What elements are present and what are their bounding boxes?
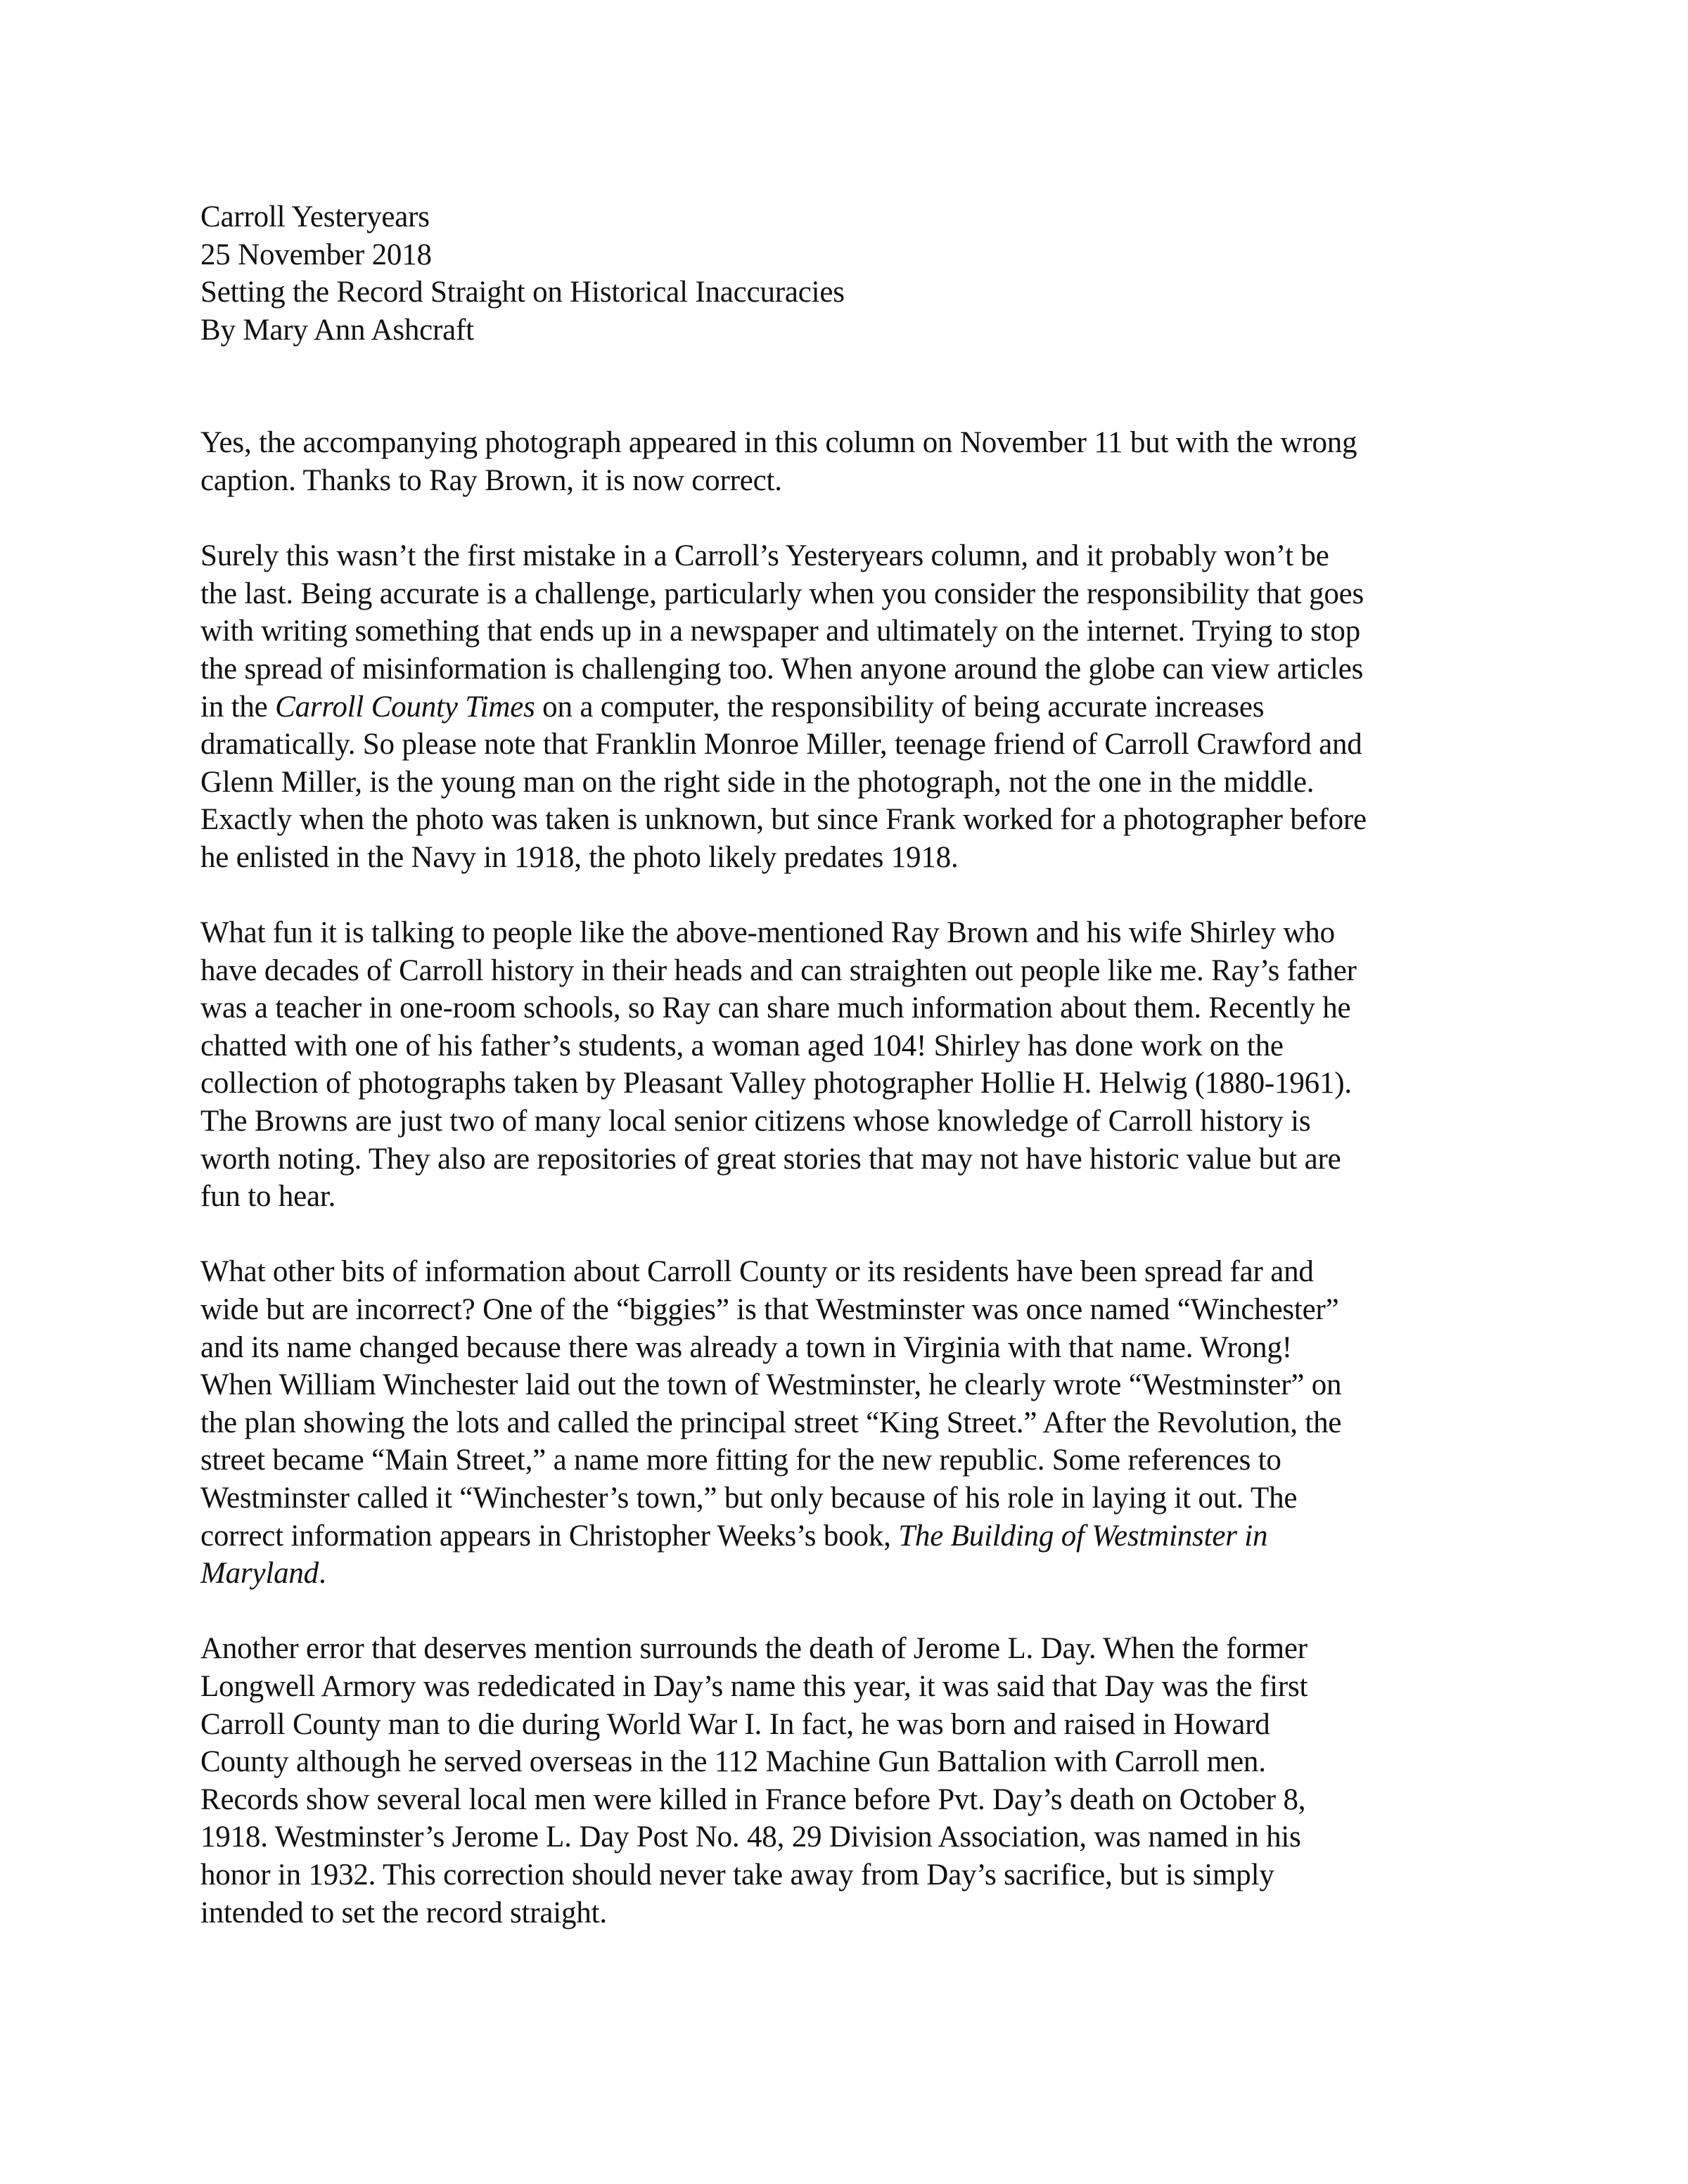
text-run: and its name changed because there was already a town in Virginia with that name. Wrong! — [200, 1330, 1292, 1364]
paragraph — [200, 914, 1523, 1216]
text-run: Carroll County man to die during World War I. In fact, he was born and raised in Howard — [200, 1707, 1270, 1741]
document-page — [200, 198, 1523, 1932]
text-line — [200, 1555, 1523, 1593]
text-line — [200, 1479, 1523, 1517]
text-run: The Browns are just two of many local senior citizens whose knowledge of Carroll history is — [200, 1105, 1311, 1138]
text-line — [200, 764, 1523, 802]
paragraph — [200, 1253, 1523, 1592]
text-run: . — [319, 1557, 326, 1591]
italic-text: Maryland — [200, 1557, 319, 1591]
text-run: What fun it is talking to people like the above-mentioned Ray Brown and his wife Shirley who — [200, 916, 1335, 950]
paragraph — [200, 424, 1523, 499]
text-line — [200, 650, 1523, 688]
column-name: Carroll Yesteryears — [200, 200, 430, 233]
article-title: Setting the Record Straight on Historical Inaccuracies — [200, 276, 845, 309]
text-run: worth noting. They also are repositories of great stories that may not have historic value but are — [200, 1142, 1341, 1176]
text-run: fun to hear. — [200, 1180, 336, 1214]
text-line — [200, 1027, 1523, 1065]
text-line — [200, 1329, 1523, 1367]
text-run: chatted with one of his father’s students, a woman aged 104! Shirley has done work on the — [200, 1029, 1284, 1062]
text-line — [200, 989, 1523, 1027]
article-body — [200, 424, 1523, 1932]
text-line — [200, 1818, 1523, 1856]
text-run: the last. Being accurate is a challenge, particularly when you consider the responsibility that goes — [200, 577, 1364, 610]
text-line — [200, 575, 1523, 613]
text-run: collection of photographs taken by Pleasant Valley photographer Hollie H. Helwig (1880-1961). — [200, 1067, 1352, 1100]
text-line — [200, 1517, 1523, 1555]
text-line — [200, 1894, 1523, 1932]
text-run: Exactly when the photo was taken is unknown, but since Frank worked for a photographer before — [200, 803, 1367, 837]
text-line — [200, 914, 1523, 952]
text-run: honor in 1932. This correction should never take away from Day’s sacrifice, but is simply — [200, 1858, 1274, 1891]
text-line — [200, 537, 1523, 575]
text-line — [200, 688, 1523, 726]
text-line — [200, 726, 1523, 764]
text-line — [200, 952, 1523, 990]
text-line — [200, 1178, 1523, 1216]
text-run: on a computer, the responsibility of being accurate increases — [535, 690, 1265, 724]
text-line — [200, 1253, 1523, 1291]
text-line — [200, 1404, 1523, 1442]
text-run: What other bits of information about Carroll County or its residents have been spread far and — [200, 1255, 1314, 1289]
text-line — [200, 1141, 1523, 1178]
text-run: Yes, the accompanying photograph appeared in this column on November 11 but with the wrong — [200, 426, 1357, 460]
text-run: in the — [200, 690, 276, 724]
text-run: Surely this wasn’t the first mistake in a Carroll’s Yesteryears column, and it probably won’t be — [200, 539, 1329, 573]
italic-text: Carroll County Times — [275, 690, 535, 724]
text-line — [200, 801, 1523, 839]
text-line — [200, 462, 1523, 500]
text-line — [200, 424, 1523, 462]
text-line — [200, 1668, 1523, 1706]
text-line — [200, 1743, 1523, 1781]
text-run: When William Winchester laid out the town of Westminster, he clearly wrote “Westminster” on — [200, 1368, 1342, 1402]
text-line — [200, 1856, 1523, 1894]
text-run: the plan showing the lots and called the principal street “King Street.” After the Revolution, the — [200, 1406, 1342, 1439]
text-run: have decades of Carroll history in their heads and can straighten out people like me. Ray’s father — [200, 953, 1357, 987]
text-line — [200, 839, 1523, 877]
text-run: the spread of misinformation is challenging too. When anyone around the globe can view articles — [200, 652, 1364, 686]
text-run: was a teacher in one-room schools, so Ray can share much information about them. Recently he — [200, 991, 1351, 1025]
text-line — [200, 1630, 1523, 1668]
text-run: County although he served overseas in the 112 Machine Gun Battalion with Carroll men. — [200, 1745, 1266, 1779]
text-line — [200, 1366, 1523, 1404]
paragraph — [200, 1630, 1523, 1932]
article-byline: By Mary Ann Ashcraft — [200, 313, 474, 347]
text-run: dramatically. So please note that Franklin Monroe Miller, teenage friend of Carroll Crawford and — [200, 728, 1362, 762]
text-run: Longwell Armory was rededicated in Day’s name this year, it was said that Day was the first — [200, 1669, 1308, 1703]
text-run: Records show several local men were killed in France before Pvt. Day’s death on October 8, — [200, 1782, 1306, 1816]
text-run: intended to set the record straight. — [200, 1896, 607, 1929]
text-run: he enlisted in the Navy in 1918, the photo likely predates 1918. — [200, 840, 959, 874]
text-run: with writing something that ends up in a newspaper and ultimately on the internet. Trying to stop — [200, 615, 1361, 648]
text-line — [200, 612, 1523, 650]
text-line — [200, 1103, 1523, 1141]
text-line — [200, 1706, 1523, 1744]
paragraph — [200, 537, 1523, 876]
text-line — [200, 1291, 1523, 1329]
article-date: 25 November 2018 — [200, 238, 432, 271]
text-run: 1918. Westminster’s Jerome L. Day Post No. 48, 29 Division Association, was named in his — [200, 1820, 1301, 1854]
article-header — [200, 198, 1523, 349]
text-run: caption. Thanks to Ray Brown, it is now correct. — [200, 463, 782, 497]
text-run: Another error that deserves mention surrounds the death of Jerome L. Day. When the former — [200, 1632, 1307, 1666]
text-run: correct information appears in Christopher Weeks’s book, — [200, 1519, 899, 1553]
text-run: Glenn Miller, is the young man on the right side in the photograph, not the one in the middle. — [200, 765, 1315, 799]
text-run: wide but are incorrect? One of the “biggies” is that Westminster was once named “Winchester” — [200, 1293, 1339, 1327]
text-run: street became “Main Street,” a name more fitting for the new republic. Some references to — [200, 1444, 1281, 1477]
text-line — [200, 1441, 1523, 1479]
italic-text: The Building of Westminster in — [898, 1519, 1268, 1553]
text-run: Westminster called it “Winchester’s town,” but only because of his role in laying it out. The — [200, 1482, 1298, 1515]
text-line — [200, 1781, 1523, 1819]
text-line — [200, 1065, 1523, 1103]
